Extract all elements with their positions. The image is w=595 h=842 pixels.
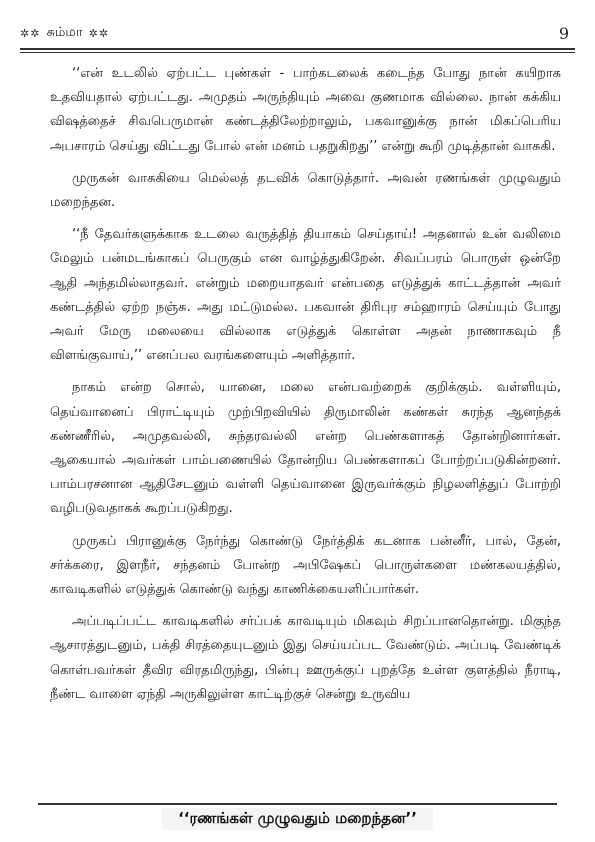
page-header (20, 22, 575, 44)
paragraph: முருகன் வாசுகியை மெல்லத் தடவிக் கொடுத்தார். அவன் ரணங்கள் முழுவதும் மறைந்தன. (50, 170, 561, 211)
page-number: 9 (558, 23, 569, 43)
ornament-left-icon: ✲✲ (20, 26, 41, 40)
book-title: சும்மா (46, 25, 83, 40)
header-title-group (20, 25, 109, 41)
paragraph: முருகப் பிரானுக்கு நேர்ந்து கொண்டு நேர்த்திக் கடனாக பன்னீர், பால், தேன், சர்க்கரை, இளநீர், சந்தனம் போன்ற அபிஷேகப் பொருள்களை மண்கலயத்தில், காவடிகளில் எடுத்துக் கொண்டு வந்து காணிக்கையளிப்பார்கள். (50, 533, 561, 598)
page-body (50, 62, 561, 715)
page-footer (0, 806, 595, 832)
paragraph: நாகம் என்ற சொல், யானை, மலை என்பவற்றைக் குறிக்கும். வள்ளியும், தெய்வானைப் பிராட்டியும் முற்பிறவியில் திருமாலின் கண்கள் சுரந்த ஆனந்தக் கண்ணீரில், அமுதவல்லி, சுந்தரவல்லி என்ற பெண்களாகத் தோன்றினார்கள். ஆகையால் அவர்கள் பாம்பணையில் தோன்றிய பெண்களாகப் போற்றப்படுகின்றனர். பாம்பரசனான ஆதிசேடனும் வள்ளி தெய்வானை இருவர்க்கும் நிழலளித்துப் போற்றி வழிபடுவதாகக் கூறப்படுகிறது. (50, 380, 561, 517)
ornament-right-icon: ✲✲ (88, 26, 110, 40)
footer-divider (38, 803, 557, 805)
paragraph: ‘‘என் உடலில் ஏற்பட்ட புண்கள் - பாற்கடலைக் கடைந்த போது நான் கயிறாக உதவியதால் ஏற்பட்டது. அமுதம் அருந்தியும் அவை குணமாக வில்லை. நான் கக்கிய விஷத்தைச் சிவபெருமான் கண்டத்திலேற்றாலும், பகவானுக்கு நான் மிகப்பெரிய அபசாரம் செய்து விட்டது போல் என் மனம் பதறுகிறது’’ என்று கூறி முடித்தான் வாசுகி. (50, 66, 561, 154)
running-title: ‘‘ரணங்கள் முழுவதும் மறைந்தன’’ (162, 808, 433, 830)
paragraph: ‘‘நீ தேவர்களுக்காக உடலை வருத்தித் தியாகம் செய்தாய்! அதனால் உன் வலிமை மேலும் பன்மடங்காகப் பெருகும் என வாழ்த்துகிறேன். சிவப்பரம் பொருள் ஒன்றே ஆதி அந்தமில்லாதவர். என்றும் மறையாதவர் என்பதை எடுத்துக் காட்டத்தான் அவர் கண்டத்தில் ஏற்ற நஞ்சு. அது மட்டுமல்ல. பகவான் திரிபுர சம்ஹாரம் செய்யும் போது அவர் மேரு மலையை வில்லாக எடுத்துக் கொள்ள அதன் நாணாகவும் நீ விளங்குவாய்,’’ எனப்பல வரங்களையும் அளித்தார். (50, 227, 561, 364)
header-divider (20, 48, 575, 53)
paragraph: அப்படிப்பட்ட காவடிகளில் சர்ப்பக் காவடியும் மிகவும் சிறப்பானதொன்று. மிகுந்த ஆசாரத்துடனும், பக்தி சிரத்தையுடனும் இது செய்யப்பட வேண்டும். அப்படி வேண்டிக் கொள்பவர்கள் தீவிர விரதமிருந்து, பின்பு ஊருக்குப் புறத்தே உள்ள குளத்தில் நீராடி, நீண்ட வாளை ஏந்தி அருகிலுள்ள காட்டிற்குச் சென்று உருவிய (50, 614, 561, 702)
